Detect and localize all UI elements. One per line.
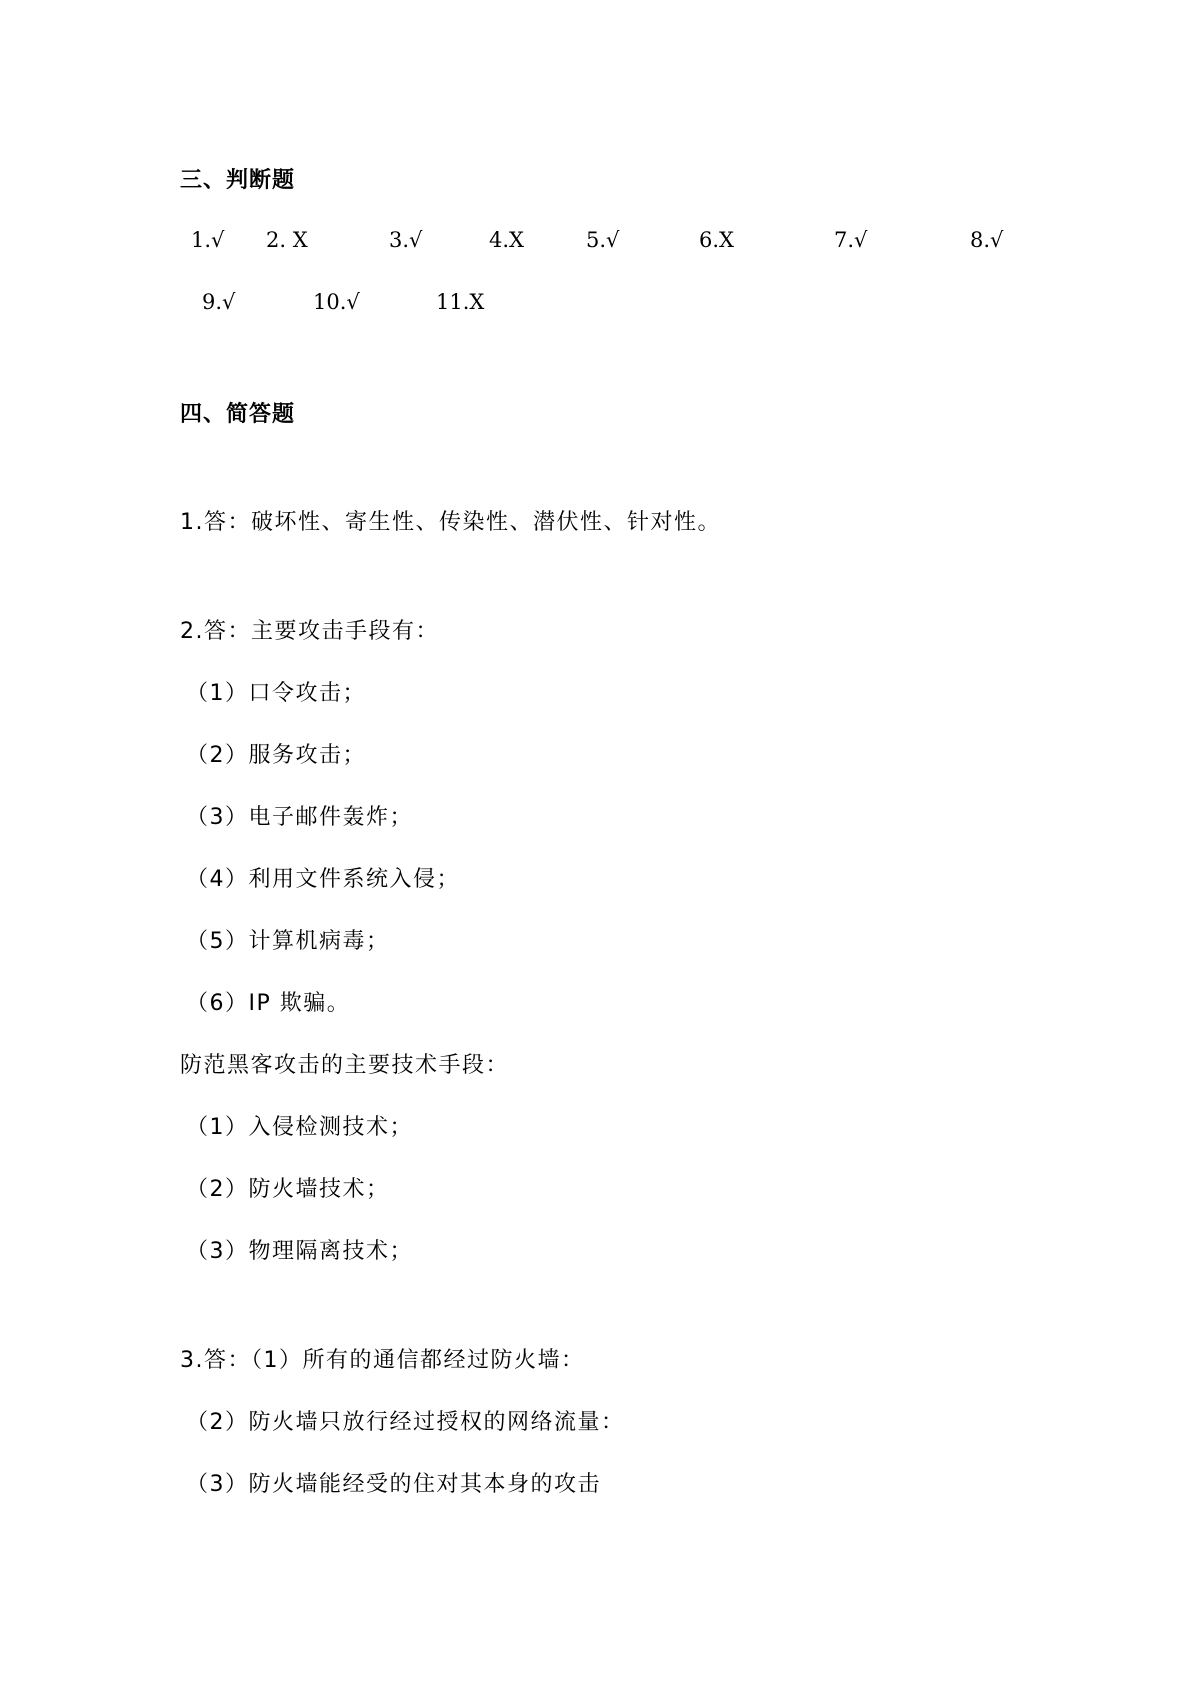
answer-item: 10.√: [313, 290, 360, 314]
answer-item: 5.√: [586, 228, 620, 252]
defense-item: （3）物理隔离技术；: [186, 1239, 413, 1264]
answer-item: 7.√: [834, 228, 868, 252]
answer-item: 4.X: [489, 228, 524, 252]
answer-item: 1.√: [191, 228, 225, 252]
section-4-title: 四、简答题: [180, 402, 296, 427]
defense-item: （2）防火墙技术；: [186, 1177, 390, 1202]
attack-item: （4）利用文件系统入侵；: [186, 867, 460, 892]
answer-3-line: （3）防火墙能经受的住对其本身的攻击: [186, 1472, 601, 1497]
answer-item: 8.√: [970, 228, 1004, 252]
answer-1: 1.答：破坏性、寄生性、传染性、潜伏性、针对性。: [180, 510, 721, 535]
answer-3-line: （2）防火墙只放行经过授权的网络流量：: [186, 1410, 625, 1435]
attack-item: （1）口令攻击；: [186, 681, 366, 706]
answer-item: 2. X: [266, 228, 308, 252]
answer-3-line: 3.答：（1）所有的通信都经过防火墙：: [180, 1348, 585, 1373]
answer-item: 6.X: [699, 228, 734, 252]
attack-item: （3）电子邮件轰炸；: [186, 805, 413, 830]
defense-item: （1）入侵检测技术；: [186, 1115, 413, 1140]
attack-item: （5）计算机病毒；: [186, 929, 390, 954]
answer-2-intro: 2.答：主要攻击手段有：: [180, 619, 439, 644]
answer-item: 9.√: [202, 290, 236, 314]
attack-item: （6）IP 欺骗。: [186, 991, 351, 1016]
answer-item: 3.√: [389, 228, 423, 252]
defense-intro: 防范黑客攻击的主要技术手段：: [180, 1053, 510, 1078]
section-3-title: 三、判断题: [180, 168, 296, 193]
attack-item: （2）服务攻击；: [186, 743, 366, 768]
answer-item: 11.X: [436, 290, 485, 314]
